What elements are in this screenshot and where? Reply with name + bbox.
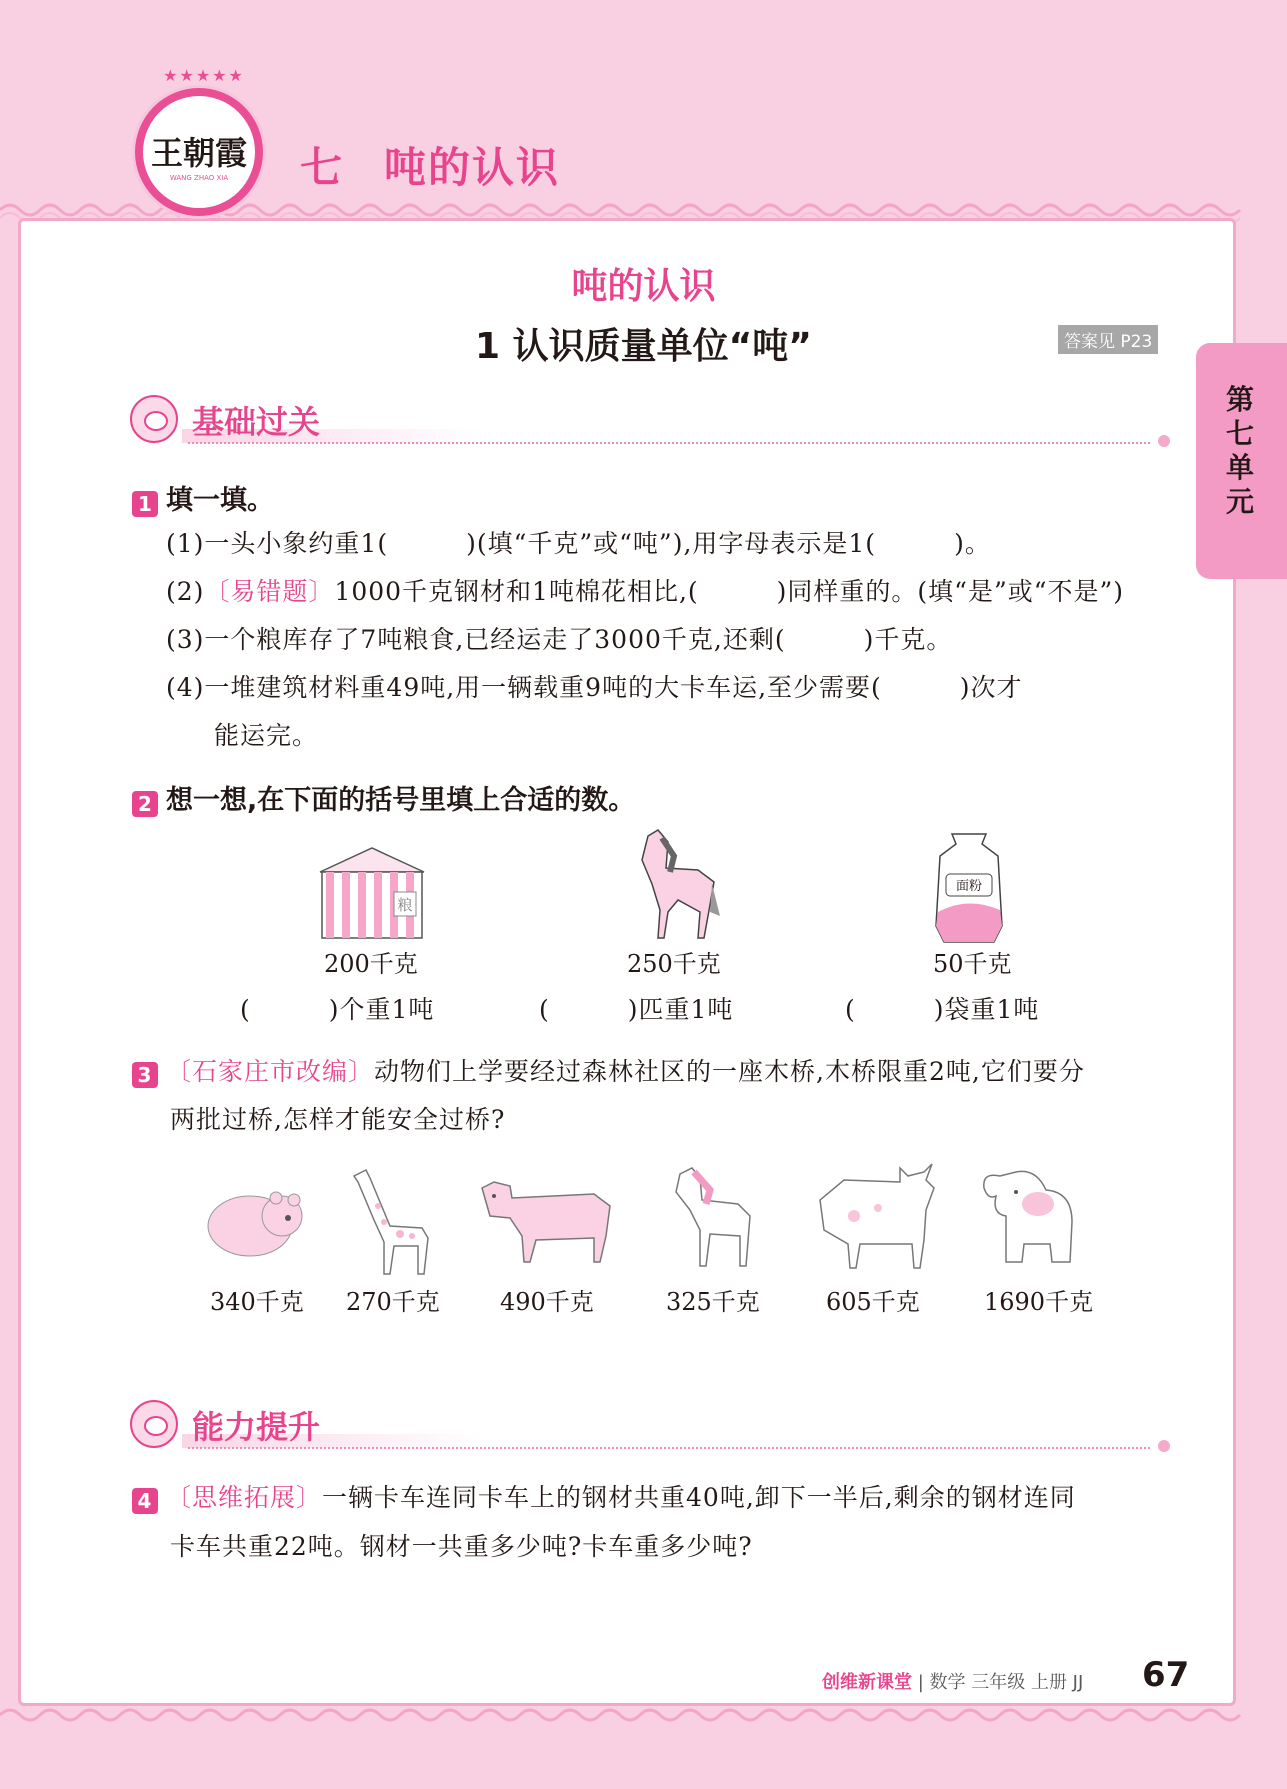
question-number: 4 xyxy=(132,1488,158,1514)
elephant-icon xyxy=(976,1162,1080,1272)
logo-stars: ★★★★★ xyxy=(163,66,245,85)
side-tab-unit[interactable] xyxy=(1196,343,1287,579)
unit-number: 七 xyxy=(300,143,345,192)
publisher-logo xyxy=(135,66,263,216)
section-label-advanced: 能力提升 xyxy=(192,1408,321,1446)
logo-text: 王朝霞 xyxy=(150,134,247,172)
animal-weight-6: 1690千克 xyxy=(984,1288,1094,1316)
q1-line-5: 能运完。 xyxy=(214,721,319,750)
question-number: 3 xyxy=(132,1062,158,1088)
q3-line-2: 两批过桥,怎样才能安全过桥? xyxy=(170,1105,506,1134)
tag-source: 〔石家庄市改编〕 xyxy=(166,1057,375,1086)
q3-line-1: 3 〔石家庄市改编〕动物们上学要经过森林社区的一座木桥,木桥限重2吨,它们要分 xyxy=(132,1052,1085,1088)
q2-blank-3[interactable]: ( )袋重1吨 xyxy=(845,995,1040,1024)
lesson-heading: 1 认识质量单位“吨” xyxy=(475,326,812,367)
mascot-icon xyxy=(130,1400,178,1448)
buffalo-icon xyxy=(814,1160,940,1272)
logo-subtitle: WANG ZHAO XIA xyxy=(169,174,229,182)
footer-info: 数学 三年级 上册 JJ xyxy=(929,1672,1084,1693)
footer-brand: 创维新课堂 xyxy=(822,1672,912,1693)
horse-icon xyxy=(628,826,720,944)
bear-icon xyxy=(204,1180,308,1260)
footer: 创维新课堂 | 数学 三年级 上册 JJ xyxy=(822,1672,1084,1693)
giraffe-icon xyxy=(344,1166,434,1278)
question-2-title xyxy=(132,778,635,817)
question-number: 1 xyxy=(132,491,158,517)
unit-title xyxy=(300,135,560,195)
bottom-wave-border xyxy=(0,1700,1287,1730)
q1-line-2: (2)〔易错题〕1000千克钢材和1吨棉花相比,( )同样重的。(填“是”或“不是”) xyxy=(166,577,1125,606)
q1-line-3: (3)一个粮库存了7吨粮食,已经运走了3000千克,还剩( )千克。 xyxy=(166,625,953,654)
q2-blank-1[interactable]: ( )个重1吨 xyxy=(240,995,435,1024)
animal-weight-4: 325千克 xyxy=(666,1288,760,1316)
question-1-text: 填一填。 xyxy=(166,485,274,516)
topic-heading: 吨的认识 xyxy=(571,266,716,307)
q4-line-2: 卡车共重22吨。钢材一共重多少吨?卡车重多少吨? xyxy=(170,1532,753,1561)
q2-blank-2[interactable]: ( )匹重1吨 xyxy=(539,995,734,1024)
mascot-icon xyxy=(130,395,178,443)
animal-weight-2: 270千克 xyxy=(346,1288,440,1316)
tag-error-prone: 〔易错题〕 xyxy=(204,577,335,606)
animal-weight-5: 605千克 xyxy=(826,1288,920,1316)
unit-name: 吨的认识 xyxy=(384,143,561,192)
side-tab-label: 第七单元 xyxy=(1225,383,1254,518)
q2-weight-2: 250千克 xyxy=(627,950,721,978)
flour-bag-label: 面粉 xyxy=(955,879,983,894)
question-number: 2 xyxy=(132,791,158,817)
animal-weight-1: 340千克 xyxy=(210,1288,304,1316)
animal-weight-3: 490千克 xyxy=(500,1288,594,1316)
section-header-basic xyxy=(130,395,1170,445)
granary-icon xyxy=(314,842,430,942)
q2-weight-3: 50千克 xyxy=(933,950,1012,978)
answer-reference: 答案见 P23 xyxy=(1058,325,1158,354)
q2-weight-1: 200千克 xyxy=(324,950,418,978)
q4-line-1: 4 〔思维拓展〕一辆卡车连同卡车上的钢材共重40吨,卸下一半后,剩余的钢材连同 xyxy=(132,1478,1076,1514)
q1-line-4: (4)一堆建筑材料重49吨,用一辆载重9吨的大卡车运,至少需要( )次才 xyxy=(166,673,1023,702)
section-header-advanced xyxy=(130,1400,1170,1450)
question-1-title xyxy=(132,478,274,517)
cow-icon xyxy=(476,1176,614,1266)
tag-thinking: 〔思维拓展〕 xyxy=(166,1483,323,1512)
question-2-text: 想一想,在下面的括号里填上合适的数。 xyxy=(166,785,636,816)
granary-label: 粮 xyxy=(397,896,413,914)
section-label-basic: 基础过关 xyxy=(192,403,321,441)
q1-line-1: (1)一头小象约重1( )(填“千克”或“吨”),用字母表示是1( )。 xyxy=(166,529,991,558)
flour-bag-icon xyxy=(932,826,1006,944)
horse-icon xyxy=(670,1164,756,1270)
page-number: 67 xyxy=(1142,1655,1190,1695)
